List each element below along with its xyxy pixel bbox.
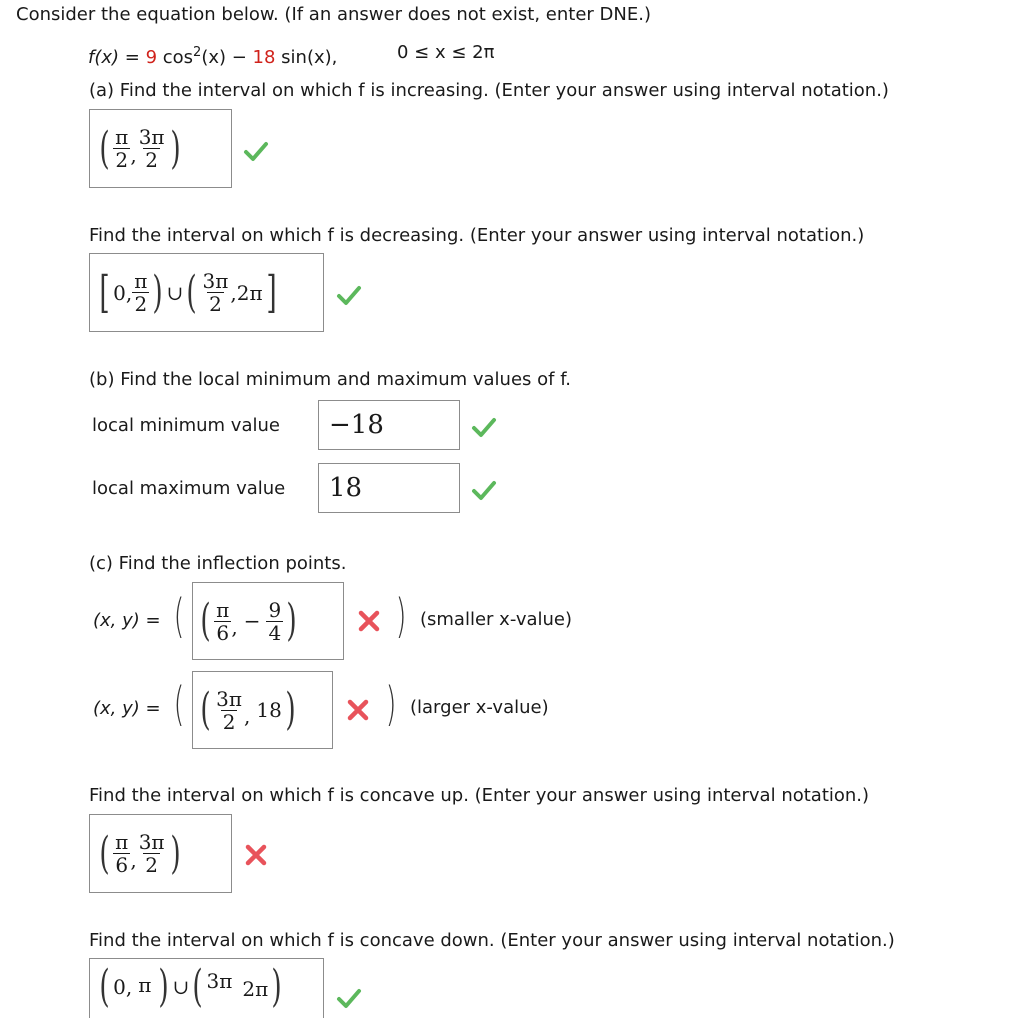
outer-paren-open: ( <box>173 589 185 643</box>
coef-cos: 9 <box>145 47 158 68</box>
outer-paren-close: ) <box>395 589 407 643</box>
zero: 0, <box>113 280 133 305</box>
point-1-note: (smaller x-value) <box>420 609 573 630</box>
max-value: 18 <box>329 473 363 503</box>
bracket-close: ] <box>266 266 277 318</box>
frac-num: π <box>216 597 230 622</box>
frac-num: 3π <box>216 686 243 711</box>
x-icon <box>243 842 269 868</box>
question-extrema: (b) Find the local minimum and maximum values of f. <box>89 369 571 390</box>
two-pi: 2π <box>242 977 269 1001</box>
y-value: 18 <box>256 698 282 722</box>
frac-den: 2 <box>145 853 158 877</box>
paren-open: ( <box>186 266 198 318</box>
question-concave-down: Find the interval on which f is concave down. (Enter your answer using interval notation.) <box>89 930 895 951</box>
check-icon <box>471 414 497 440</box>
frac-num: 3π <box>206 969 233 993</box>
xy-label: (x, y) = <box>93 610 161 631</box>
function-domain: 0 ≤ x ≤ 2π <box>397 42 495 63</box>
frac-num: 3π <box>202 269 229 293</box>
check-icon <box>336 985 362 1011</box>
function-definition <box>88 42 337 69</box>
outer-paren-close: ) <box>385 677 397 731</box>
x-icon <box>356 608 382 634</box>
paren-close: ) <box>152 266 164 318</box>
term-cos-arg: (x) − <box>201 47 253 68</box>
question-concave-up: Find the interval on which f is concave up. (Enter your answer using interval notation.) <box>89 785 870 806</box>
answer-increasing[interactable] <box>89 109 232 188</box>
term-cos: cos <box>157 47 194 68</box>
min-value-input[interactable] <box>318 400 460 450</box>
coef-sin: 18 <box>252 47 276 68</box>
union-symbol: ∪ <box>172 975 190 999</box>
frac-den: 2 <box>209 292 222 316</box>
outer-paren-open: ( <box>173 677 185 731</box>
term-sin: sin(x), <box>275 47 338 68</box>
frac-num: π <box>138 973 152 997</box>
xy-label: (x, y) = <box>93 698 161 719</box>
comma: , <box>130 142 137 167</box>
minus-sign: − <box>243 609 261 633</box>
comma: , <box>130 847 137 872</box>
two-pi: ,2π <box>230 280 263 305</box>
point-2-note: (larger x-value) <box>410 697 549 718</box>
answer-concave-down[interactable]: ( 0, π ) ∪ ( 3π 2π ) <box>89 958 324 1018</box>
zero: 0, <box>113 975 133 999</box>
question-inflection: (c) Find the inflection points. <box>89 553 347 574</box>
frac-den: 2 <box>115 148 129 172</box>
frac-den: 6 <box>216 620 230 645</box>
frac-den: 2 <box>134 292 148 316</box>
min-label: local minimum value <box>92 415 280 436</box>
comma: , <box>244 704 251 728</box>
frac-den: 2 <box>222 709 236 734</box>
x-icon <box>345 697 371 723</box>
frac-num: π <box>115 125 129 149</box>
inflection-point-2-input[interactable]: ( $\frac{3\pi}{2}$ , 18 ) <box>192 671 333 749</box>
frac-num: 3π <box>138 125 165 149</box>
min-value: −18 <box>329 410 384 440</box>
paren-close: ) <box>169 122 181 174</box>
question-decreasing: Find the interval on which f is decreasing. (Enter your answer using interval notation.) <box>89 225 865 246</box>
max-value-input[interactable] <box>318 463 460 513</box>
union-symbol: ∪ <box>166 280 184 305</box>
frac-num: π <box>134 269 148 293</box>
frac-den: 6 <box>115 853 129 877</box>
function-lhs: f(x) = <box>88 47 146 68</box>
exponent: 2 <box>193 45 202 60</box>
frac-den: 4 <box>268 620 282 645</box>
check-icon <box>471 477 497 503</box>
frac-num: 3π <box>138 830 165 854</box>
frac-den: 2 <box>145 148 158 172</box>
inflection-point-1-input[interactable]: ( $\frac{\pi}{6}$ , − $\frac{9}{4}$ ) <box>192 582 344 660</box>
frac-num: 9 <box>268 597 282 622</box>
paren-open: ( <box>99 122 110 174</box>
answer-decreasing[interactable] <box>89 253 324 332</box>
answer-concave-up[interactable]: ( $\frac{\pi}{6}$ , $\frac{3\pi}{2}$ ) <box>89 814 232 893</box>
frac-num: π <box>115 830 129 854</box>
max-label: local maximum value <box>92 478 286 499</box>
comma: , <box>231 615 238 639</box>
question-increasing: (a) Find the interval on which f is increasing. (Enter your answer using interval notation.) <box>89 80 889 101</box>
bracket-open: [ <box>99 266 110 318</box>
check-icon <box>336 282 362 308</box>
check-icon <box>243 138 269 164</box>
instruction: Consider the equation below. (If an answer does not exist, enter DNE.) <box>16 4 651 25</box>
